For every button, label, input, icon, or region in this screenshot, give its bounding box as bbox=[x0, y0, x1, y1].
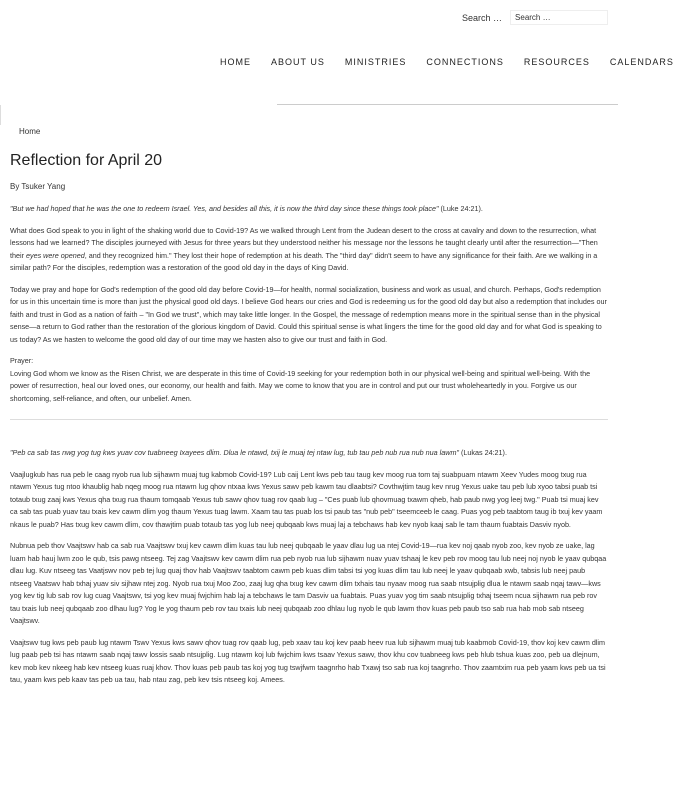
byline: By Tsuker Yang bbox=[10, 182, 66, 191]
divider bbox=[0, 105, 1, 125]
search-label: Search … bbox=[462, 12, 503, 23]
paragraph: Vaajlugkub has rua peb le caag nyob rua lub sijhawm muaj tug kabmob Covid-19? Lub caij Lent kws peb tau taug kev moog rua tom taj suabpuam ntawm Xeev Yudes moog txug rua ntawm Yexus tug ntoo khaublig hab nqeg moog rua ntawm lug qhov ntxaa kws Yexus sawv peb kawm tau dlaabtsi? Covthwjtim taug kev nrug Yexus uake tau peb lub xyoo tabsi puab tsi totaub txug zaaj kws Yexus qha txug rua thaum tomqaab Yexus tub sawv qhov tuag rov qaab lug – "Ces puab lub qhovmuag txawm qheb, hab paub nwg yog leej twg." Puab tsi muaj kev ca sab tas puab yuav tau txais kev cawm dlim yog thaum Yexus tuag lawm. Xaam tau tas puab los tsi paub tas "nub peb" tseemceeb le caag. Puas yog peb taabtom taug ib txuj kev yaam nkaus le puab? Has txug kev cawm dlim, cov thawjtim puab totaub tas yog lub neej qubqaab kws muaj laj a tebchaws hab kev nyob kaaj sab le tam thaum fuabtais Dasviv nyob. bbox=[10, 469, 603, 529]
quote-text: "But we had hoped that he was the one to redeem Israel. Yes, and besides all this, it is now the third day since these things took place" bbox=[10, 204, 439, 213]
scripture-quote bbox=[10, 447, 608, 460]
quote-reference: (Lukas 24:21). bbox=[459, 448, 507, 457]
search-input[interactable] bbox=[510, 10, 608, 25]
nav-ministries[interactable]: MINISTRIES bbox=[344, 57, 407, 67]
paragraph: Nubnua peb thov Vaajtswv hab ca sab rua Vaajtswv txuj kev cawm dlim kuas tau lub neej qubqaab le yaav dlau lug ua ntej Covid-19—rua kev noj qaab nyob zoo, kev nyob ze uake, lag luam hab hauj lwm zoo le qub, tsis pawg ntseeg. Tej zag Vaajtswv kev cawm dlim rua peb nyob rua lub sijhawm nuav yuav tshaaj le kev peb rov moog tau lub neej noj nyob le yaav qubqaa dlau lug. Kuv ntseeg tas Vaatjswv nov peb tej lug quaj thov hab Vaajtswv taabtom cawm peb kuas dlim tabsi tsi yog kuas dlim tau lub neej le yaav qubqaab xwb, tabsis lub neej paub ntseeg Vaatswv hab txhaj yuav siv sijhaw ntej zog. Nyob rua txuj Moo Zoo, zaaj lug qha txug kev cawm dlim txhais tau nyaav moog rua saab ntsujplig dlua le ntawm saab nqaj tawv—kws yog kev tig lub sab rov lug cuag Vaajtswv, tsi yog kev muaj fwjchim hab laj a tebchaws le tam Dasviv ua fuabtais. Puas yuav yog tim saab ntsujplig txhaj tseem ncua sijhawm rua peb rov tau txais lub neej qubqaab zoo dlhau lug? Yog le yog thaum peb rov tau txais lub neej qubqaab zoo dhlau lug nyob le qub lawm thov kuas peb paub tso sab rua hab mob sab ntseeg Vaajtswv. bbox=[10, 541, 607, 625]
prayer-label: Prayer: bbox=[10, 356, 34, 365]
paragraph: Vaajtswv tug kws peb paub lug ntawm Tswv Yexus kws sawv qhov tuag rov qaab lug, peb xaav tau koj kev paab heev rua lub sijhawm muaj tub kaabmob Covid-19, thov koj kev cawm dlim lug paab peb tsi has ntawm saab nqaj tawv lossis saab ntsujplig. Lug ntawm koj lub fwjchim kws tsaav Yexus sawv, thov khu cov tuabneeg kws peb hlub tshua kuas zoo, peb ua dlejnum, kev mob kev nkeeg hab kev ntseeg kuas ruaj khov. Thov kuas peb paub tas koj yog tug tswjfwm taagnrho hab Txawj tso sab rua koj taagnrho. Thov zaamtxim rua peb yaam kws peb ua tsi tau, yaam kws peb kaav tas peb ua tau, hab ntau zag, peb kev tsis ntseeg koj. Amees. bbox=[10, 637, 606, 684]
section-divider bbox=[10, 419, 608, 420]
divider bbox=[277, 104, 618, 105]
article bbox=[10, 152, 608, 696]
prayer-text: Loving God whom we know as the Risen Christ, we are desperate in this time of Covid-19 seeking for your redemption both in our physical well-being and spiritual well-being. With the power of resurrection, heal our loved ones, our economy, our health and faith. May we come to know that you are in control and put our trust wholeheartedly in you. Forgive us our shortcoming, self-reliance, and often, our unbelief. Amen. bbox=[10, 368, 591, 403]
paragraph-text: What does God speak to you in light of the shaking world due to Covid-19? As we walked through Lent from the Judean desert to the cross at cavalry and down to the resurrection, what lessons had we learned? The disciples journeyed with Jesus for three years but they understood neither his message nor the lessons he taught clearly until after the resurrection—"Then their bbox=[10, 225, 598, 260]
breadcrumb-home[interactable]: Home bbox=[19, 127, 41, 136]
page-title: Reflection for April 20 bbox=[10, 152, 163, 169]
nav-calendars[interactable]: CALENDARS bbox=[609, 57, 674, 67]
nav-home[interactable]: HOME bbox=[220, 57, 251, 67]
main-nav bbox=[220, 57, 674, 67]
search-area bbox=[462, 10, 608, 25]
paragraph: Today we pray and hope for God's redemption of the good old day before Covid-19—for health, normal socialization, business and work as usual, and church. Perhaps, God's redemption for us in this uncertain time is more than just the physical good old days. I believe God hears our cries and God is redeeming us for the good old day but also a redemption that includes our faith and trust in God as a nation of faith – "In God we trust", which may take little longer. In the Gospel, the message of redemption means more in the spiritual sense than in the physical sense—a return to God rather than the restoration of the glorious kingdom of David. Could this spiritual sense is what lingers the time for the good old day and for what God is speaking to us today? As we hasten to welcome the good old day of our time may we hasten also to give our trust and faith in God. bbox=[10, 284, 607, 344]
paragraph-emphasis: eyes were opened bbox=[25, 250, 85, 260]
paragraph bbox=[10, 225, 608, 275]
scripture-quote bbox=[10, 203, 608, 216]
paragraph-text: , and they recognized him." They lost their hope of redemption at his death. The "third day" didn't seem to have any significance for their faith. Are we walking in a similar path? For the disciples, redemption was a restoration of the good old day in the days of King David. bbox=[10, 250, 598, 272]
quote-text: "Peb ca sab tas nwg yog tug kws yuav cov tuabneeg Ixayees dlim. Dlua le ntawd, txij le muaj tej ntaw lug, tub tau peb nub rua nub nua lawm" bbox=[10, 448, 459, 457]
nav-resources[interactable]: RESOURCES bbox=[523, 57, 590, 67]
prayer bbox=[10, 355, 608, 405]
nav-connections[interactable]: CONNECTIONS bbox=[426, 57, 504, 67]
nav-about-us[interactable]: ABOUT US bbox=[271, 57, 325, 67]
quote-reference: (Luke 24:21). bbox=[438, 204, 483, 213]
